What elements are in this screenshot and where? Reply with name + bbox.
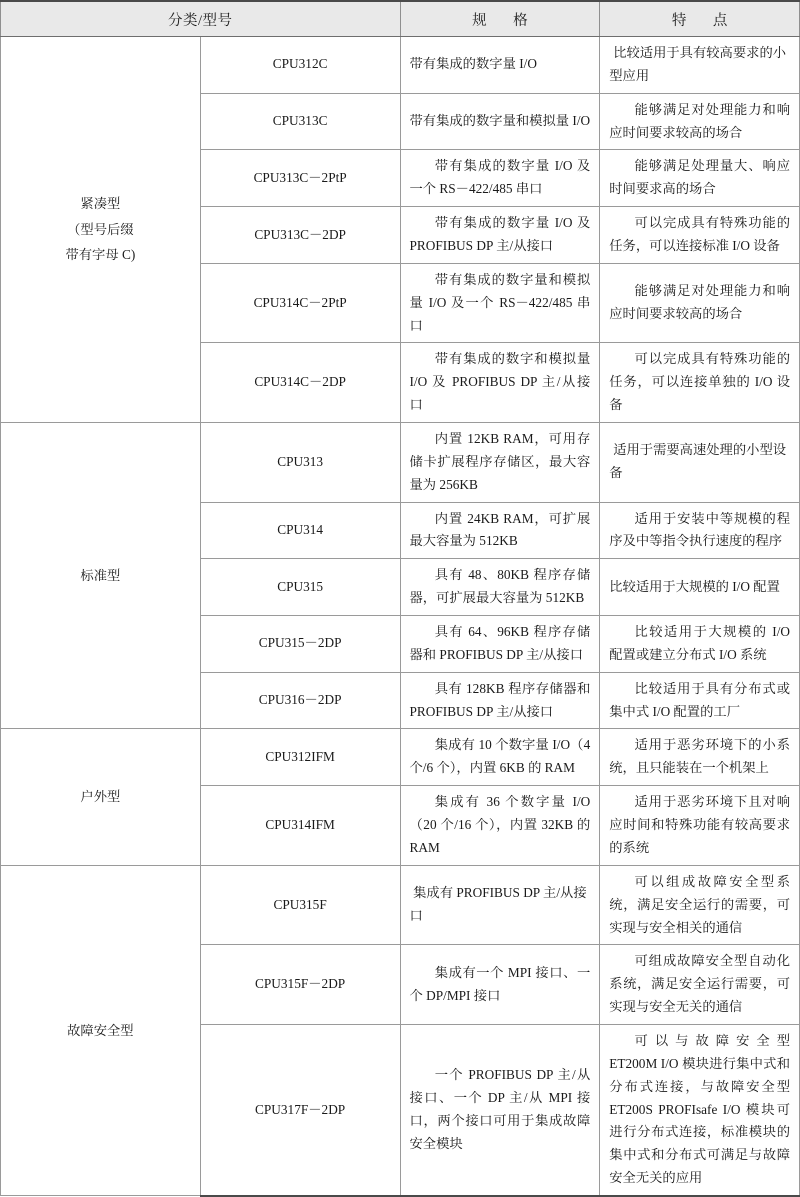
- spec-cell: 带有集成的数字量 I/O: [400, 37, 600, 94]
- column-header-spec: 规 格: [400, 1, 600, 37]
- spec-cell: 带有集成的数字量和模拟量 I/O 及一个 RS－422/485 串口: [400, 263, 600, 343]
- spec-cell: 带有集成的数字量 I/O 及一个 RS－422/485 串口: [400, 150, 600, 207]
- table-body: [1, 37, 800, 1196]
- category-label-line: 带有字母 C): [65, 247, 136, 263]
- spec-cell: 内置 24KB RAM，可扩展最大容量为 512KB: [400, 502, 600, 559]
- spec-cell: 集成有 36 个数字量 I/O（20 个/16 个），内置 32KB 的 RAM: [400, 786, 600, 866]
- table-row: [1, 423, 800, 503]
- spec-cell: 一个 PROFIBUS DP 主/从接口、一个 DP 主/从 MPI 接口，两个接口可用于集成故障安全模块: [400, 1024, 600, 1196]
- feature-cell: 适用于恶劣环境下且对响应时间和特殊功能有较高要求的系统: [600, 786, 800, 866]
- model-cell: CPU314C－2PtP: [200, 263, 400, 343]
- feature-cell: 适用于恶劣环境下的小系统，且只能装在一个机架上: [600, 729, 800, 786]
- category-label-line: 户外型: [80, 789, 121, 805]
- model-cell: CPU313: [200, 423, 400, 503]
- spec-cell: 具有 64、96KB 程序存储器和 PROFIBUS DP 主/从接口: [400, 616, 600, 673]
- spec-cell: 内置 12KB RAM，可用存储卡扩展程序存储区，最大容量为 256KB: [400, 423, 600, 503]
- spec-cell: 集成有 10 个数字量 I/O（4 个/6 个），内置 6KB 的 RAM: [400, 729, 600, 786]
- spec-cell: 带有集成的数字和模拟量 I/O 及 PROFIBUS DP 主/从接口: [400, 343, 600, 423]
- feature-cell: 比较适用于具有较高要求的小型应用: [600, 37, 800, 94]
- model-cell: CPU315F－2DP: [200, 945, 400, 1025]
- category-label-line: 紧凑型: [80, 195, 121, 211]
- model-cell: CPU312C: [200, 37, 400, 94]
- feature-cell: 能够满足对处理能力和响应时间要求较高的场合: [600, 93, 800, 150]
- feature-cell: 可以完成具有特殊功能的任务，可以连接标准 I/O 设备: [600, 207, 800, 264]
- category-label-line: （型号后缀: [67, 221, 134, 237]
- table-header: [1, 1, 800, 37]
- model-cell: CPU315: [200, 559, 400, 616]
- spec-cell: 带有集成的数字量和模拟量 I/O: [400, 93, 600, 150]
- table-row: [1, 865, 800, 945]
- spec-cell: 具有 128KB 程序存储器和 PROFIBUS DP 主/从接口: [400, 672, 600, 729]
- feature-cell: 能够满足对处理能力和响应时间要求较高的场合: [600, 263, 800, 343]
- model-cell: CPU314IFM: [200, 786, 400, 866]
- category-cell: [1, 865, 201, 1196]
- model-cell: CPU313C: [200, 93, 400, 150]
- column-header-category: 分类/型号: [1, 1, 401, 37]
- spec-cell: 具有 48、80KB 程序存储器，可扩展最大容量为 512KB: [400, 559, 600, 616]
- category-label-line: 故障安全型: [67, 1022, 134, 1038]
- model-cell: CPU315－2DP: [200, 616, 400, 673]
- header-row: [1, 1, 800, 37]
- model-cell: CPU314: [200, 502, 400, 559]
- feature-cell: 适用于安装中等规模的程序及中等指令执行速度的程序: [600, 502, 800, 559]
- feature-cell: 比较适用于具有分布式或集中式 I/O 配置的工厂: [600, 672, 800, 729]
- model-cell: CPU317F－2DP: [200, 1024, 400, 1196]
- feature-cell: 适用于需要高速处理的小型设备: [600, 423, 800, 503]
- category-cell: [1, 37, 201, 423]
- spec-cell: 集成有 PROFIBUS DP 主/从接口: [400, 865, 600, 945]
- model-cell: CPU313C－2DP: [200, 207, 400, 264]
- model-cell: CPU314C－2DP: [200, 343, 400, 423]
- feature-cell: 能够满足处理量大、响应时间要求高的场合: [600, 150, 800, 207]
- feature-cell: 比较适用于大规模的 I/O 配置或建立分布式 I/O 系统: [600, 616, 800, 673]
- table-row: [1, 37, 800, 94]
- model-cell: CPU316－2DP: [200, 672, 400, 729]
- category-cell: [1, 729, 201, 865]
- spec-cell: 集成有一个 MPI 接口、一个 DP/MPI 接口: [400, 945, 600, 1025]
- model-cell: CPU312IFM: [200, 729, 400, 786]
- feature-cell: 可组成故障安全型自动化系统，满足安全运行需要，可实现与安全无关的通信: [600, 945, 800, 1025]
- spec-cell: 带有集成的数字量 I/O 及 PROFIBUS DP 主/从接口: [400, 207, 600, 264]
- table-row: [1, 729, 800, 786]
- category-label-line: 标准型: [80, 567, 121, 583]
- model-cell: CPU313C－2PtP: [200, 150, 400, 207]
- feature-cell: 可以完成具有特殊功能的任务，可以连接单独的 I/O 设备: [600, 343, 800, 423]
- model-cell: CPU315F: [200, 865, 400, 945]
- column-header-feature: 特 点: [600, 1, 800, 37]
- category-cell: [1, 423, 201, 729]
- feature-cell: 比较适用于大规模的 I/O 配置: [600, 559, 800, 616]
- feature-cell: 可以与故障安全型 ET200M I/O 模块进行集中式和分布式连接，与故障安全型 ET200S PROFIsafe I/O 模块可进行分布式连接，标准模块的集中式和分布式可满足与故障安全无关的应用: [600, 1024, 800, 1196]
- feature-cell: 可以组成故障安全型系统，满足安全运行的需要，可实现与安全相关的通信: [600, 865, 800, 945]
